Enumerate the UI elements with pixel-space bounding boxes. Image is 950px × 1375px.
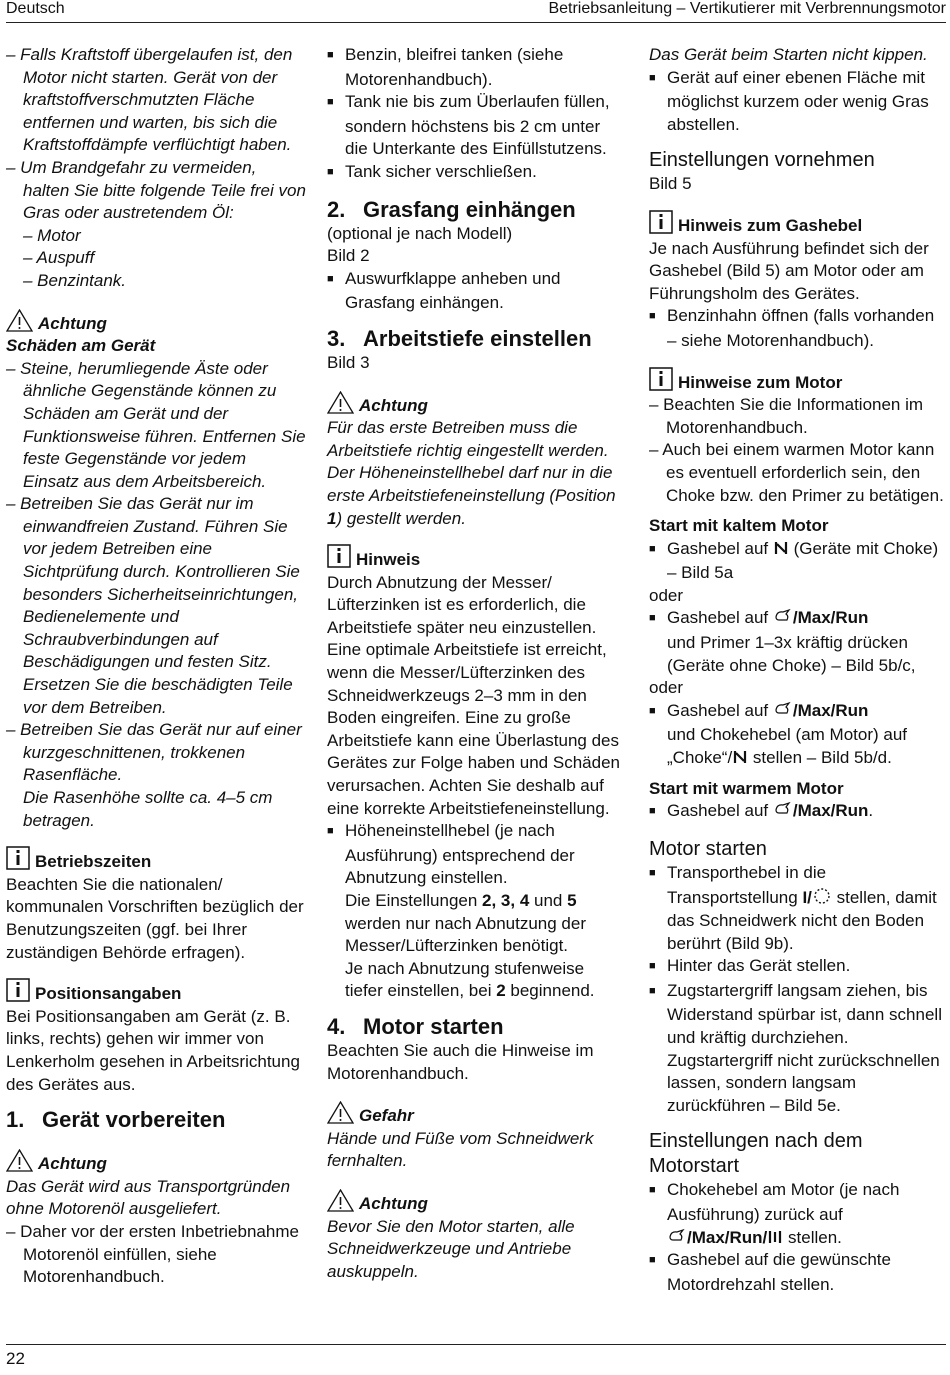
list-item: – Falls Kraftstoff übergelaufen ist, den Motor nicht starten. Gerät von der kraftstoffverschmutzten Fläche entfernen und warten, bis sich die Kraftstoffdämpfe verflüchtigt haben.: [6, 45, 293, 155]
warning-triangle-icon: [327, 1189, 354, 1212]
fast-rabbit-icon: [773, 607, 793, 625]
section-heading: 1. Gerät vorbereiten: [6, 1107, 226, 1133]
warning-heading: Achtung: [6, 1149, 306, 1176]
conjunction: oder: [649, 585, 684, 605]
paragraph: Bevor Sie den Motor starten, alle Schneidwerkzeuge und Antriebe auskuppeln.: [327, 1216, 575, 1281]
warning-heading: Achtung: [327, 1189, 625, 1216]
info-icon: [6, 978, 30, 1002]
paragraph: Je nach Ausführung befindet sich der Gashebel (Bild 5) am Motor oder am Führungsholm des Gerätes.: [649, 238, 929, 303]
bullet-item: ■ Gashebel auf /Max/Run und Chokehebel (am Motor) auf „Choke“/ stellen – Bild 5b/d.: [649, 700, 946, 770]
warning-subtitle: Schäden am Gerät: [6, 336, 156, 356]
subsection-heading: Start mit warmem Motor: [649, 778, 844, 798]
column-2: [327, 44, 625, 1283]
choke-symbol-icon: [732, 749, 748, 765]
run-symbol-icon: [767, 1229, 783, 1245]
list-item: – Betreiben Sie das Gerät nur im einwandfreien Zustand. Führen Sie vor jedem Betreiben eine Sichtprüfung durch. Kontrollieren Sie besonders Sicherheitseinrichtungen, Bedienelemente und Schraubverbindungen auf Beschädigungen und festen Sitz. Ersetzen Sie die beschädigten Teile vor dem Betreiben.: [6, 494, 300, 717]
bullet-item: ■ Gashebel auf die gewünschte Motordrehzahl stellen.: [649, 1249, 946, 1296]
bullet-item: ■ Tank sicher verschließen.: [327, 161, 625, 186]
list-item: – Benzintank.: [23, 270, 127, 290]
info-icon: [649, 367, 673, 391]
conjunction: oder: [649, 678, 684, 698]
info-icon: [327, 544, 351, 568]
bullet-item: ■ Tank nie bis zum Überlaufen füllen, sondern höchstens bis 2 cm unter die Unterkante des Einfüllstutzens.: [327, 91, 625, 161]
bullet-item: ■ Gerät auf einer ebenen Fläche mit möglichst kurzem oder wenig Gras abstellen.: [649, 67, 946, 137]
paragraph: Hände und Füße vom Schneidwerk fernhalten.: [327, 1128, 594, 1171]
list-item: – Auspuff: [23, 248, 95, 268]
paragraph: Für das erste Betreiben muss die Arbeitstiefe richtig eingestellt werden. Der Höheneinstellhebel darf nur in die erste Arbeitstiefeneinstellung (Position 1) gestellt werden.: [327, 418, 616, 528]
list-item: – Um Brandgefahr zu vermeiden, halten Sie bitte folgende Teile frei von Gras oder austretendem Öl:: [6, 157, 306, 223]
warning-triangle-icon: [6, 309, 33, 332]
list-item: – Daher vor der ersten Inbetriebnahme Motorenöl einfüllen, siehe Motorenhandbuch.: [6, 1221, 299, 1287]
bullet-item: ■ Gashebel auf /Max/Run und Primer 1–3x kräftig drücken (Geräte ohne Choke) – Bild 5b/c,: [649, 607, 946, 677]
list-item-cont: Die Rasenhöhe sollte ca. 4–5 cm betragen.: [23, 788, 273, 830]
subsection-heading: Start mit kaltem Motor: [649, 516, 829, 536]
warning-triangle-icon: [6, 1149, 33, 1172]
warning-heading: Achtung: [327, 391, 625, 418]
list-item: – Betreiben Sie das Gerät nur auf einer kurzgeschnittenen, trokkenen Rasenfläche.: [6, 720, 302, 785]
fast-rabbit-icon: [773, 700, 793, 718]
list-item: – Motor: [23, 225, 81, 245]
info-heading: Hinweis: [327, 544, 625, 572]
section-heading: 4. Motor starten: [327, 1013, 504, 1039]
bullet-item: ■ Benzinhahn öffnen (falls vorhanden – siehe Motorenhandbuch).: [649, 305, 946, 352]
header-language: Deutsch: [6, 0, 65, 17]
bullet-cont: Je nach Abnutzung stufenweise tiefer einstellen, bei 2 beginnend.: [345, 958, 595, 1001]
paragraph: Beachten Sie auch die Hinweise im Motorenhandbuch.: [327, 1040, 594, 1083]
info-icon: [649, 210, 673, 234]
choke-symbol-icon: [773, 540, 789, 556]
bullet-cont: Die Einstellungen 2, 3, 4 und 5 werden nur nach Abnutzung der Messer/Lüfterzinken benötigt.: [345, 891, 587, 956]
list-item: – Beachten Sie die Informationen im Motorenhandbuch.: [649, 395, 924, 437]
column-1: [6, 44, 306, 1289]
bullet-item: ■ Auswurfklappe anheben und Grasfang einhängen.: [327, 268, 625, 315]
paragraph: Das Gerät wird aus Transportgründen ohne Motorenöl ausgeliefert.: [6, 1176, 291, 1219]
list-item: – Auch bei einem warmen Motor kann es eventuell erforderlich sein, den Choke bzw. den Primer zu betätigen.: [649, 440, 944, 505]
section-heading: 3. Arbeitstiefe einstellen: [327, 325, 592, 351]
figure-ref: Bild 2: [327, 246, 370, 266]
bullet-item: ■ Chokehebel am Motor (je nach Ausführung) zurück auf /Max/Run/ stellen.: [649, 1179, 946, 1249]
figure-ref: Bild 5: [649, 174, 692, 194]
warning-heading: Achtung: [6, 309, 306, 336]
page-footer: [6, 1344, 946, 1369]
paragraph: Beachten Sie die nationalen/ kommunalen Vorschriften bezüglich der Benutzungszeiten (ggf. bei Ihrer zuständigen Behörde erfragen).: [6, 874, 304, 962]
info-icon: [6, 846, 30, 870]
section-heading: Einstellungen nach dem Motorstart: [649, 1130, 863, 1178]
paragraph: Das Gerät beim Starten nicht kippen.: [649, 45, 928, 64]
figure-ref: Bild 3: [327, 352, 370, 372]
info-heading: Betriebszeiten: [6, 846, 306, 874]
bullet-item: ■ Hinter das Gerät stellen.: [649, 955, 946, 980]
header-title: Betriebsanleitung – Vertikutierer mit Verbrennungsmotor: [548, 0, 946, 17]
page-header: [6, 0, 946, 23]
section-heading: 2. Grasfang einhängen: [327, 196, 576, 222]
info-heading: Positionsangaben: [6, 978, 306, 1006]
section-heading: Motor starten: [649, 837, 767, 860]
bullet-item: ■ Zugstartergriff langsam ziehen, bis Widerstand spürbar ist, dann schnell und kräftig durchziehen. Zugstartergriff nicht zurückschnellen lassen, sondern langsam zurückführen – Bild 5e.: [649, 980, 946, 1118]
paragraph: Bei Positionsangaben am Gerät (z. B. links, rechts) gehen wir immer von Lenkerholm gesehen in Arbeitsrichtung des Gerätes aus.: [6, 1006, 300, 1094]
list-item: – Steine, herumliegende Äste oder ähnliche Gegenstände können zu Schäden am Gerät und der Funktionsweise führen. Entfernen Sie feste Gegenstände vor jedem Einsatz aus dem Arbeitsbereich.: [6, 358, 306, 491]
warning-triangle-icon: [327, 1101, 354, 1124]
transport-gear-icon: [812, 886, 832, 906]
info-heading: Hinweise zum Motor: [649, 367, 946, 395]
paragraph: Durch Abnutzung der Messer/ Lüfterzinken ist es erforderlich, die Arbeitstiefe später neu einzustellen. Eine optimale Arbeitstiefe ist erreicht, wenn die Messer/Lüfterzinken des Schneidwerkzeugs 2–3 mm in den Boden eingreifen. Eine zu große Arbeitstiefe kann eine Überlastung des Gerätes zur Folge haben und Schäden verursachen. Achten Sie deshalb auf eine korrekte Arbeitstiefeneinstellung.: [327, 572, 620, 818]
info-heading: Hinweis zum Gashebel: [649, 210, 946, 238]
column-3: [649, 44, 946, 1296]
warning-triangle-icon: [327, 391, 354, 414]
bullet-item: ■ Höheneinstellhebel (je nach Ausführung) entsprechend der Abnutzung einstellen.: [327, 820, 625, 890]
danger-heading: Gefahr: [327, 1101, 625, 1128]
bullet-item: ■ Transporthebel in die Transportstellung I/ stellen, damit das Schneidwerk nicht den Boden berührt (Bild 9b).: [649, 862, 946, 955]
section-heading: Einstellungen vornehmen: [649, 149, 875, 172]
paragraph: (optional je nach Modell): [327, 223, 513, 243]
fast-rabbit-icon: [773, 800, 793, 818]
fast-rabbit-icon: [667, 1227, 687, 1245]
bullet-item: ■ Gashebel auf (Geräte mit Choke) – Bild 5a: [649, 538, 946, 585]
bullet-item: ■ Benzin, bleifrei tanken (siehe Motorenhandbuch).: [327, 44, 625, 91]
page-number: 22: [6, 1349, 25, 1368]
bullet-item: ■ Gashebel auf /Max/Run.: [649, 800, 946, 825]
